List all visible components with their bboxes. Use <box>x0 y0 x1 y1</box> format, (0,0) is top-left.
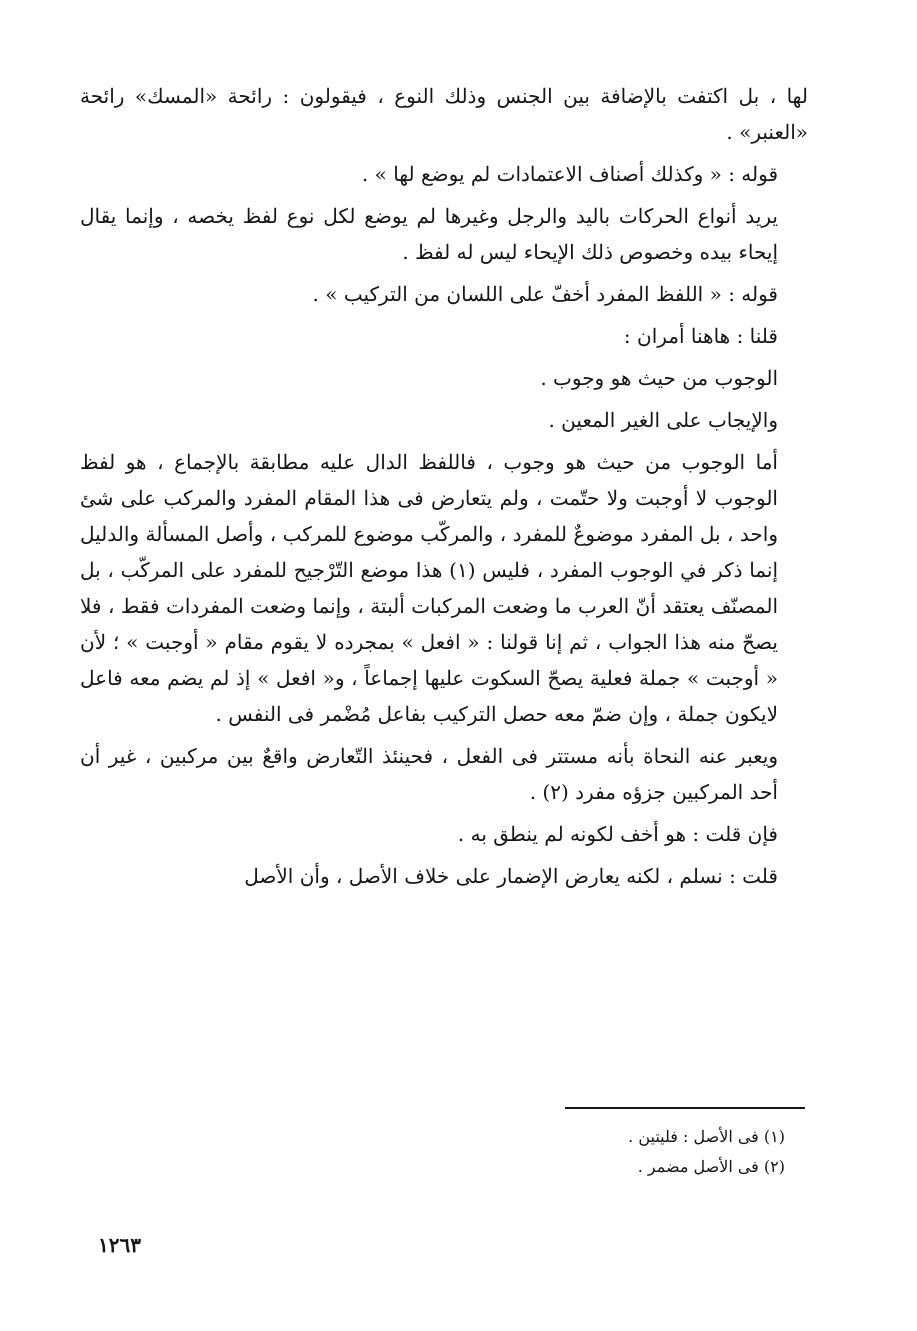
paragraph-3: يريد أنواع الحركات باليد والرجل وغيرها لم يوضع لكل نوع لفظ يخصه ، وإنما يقال إيحاء بيده وخصوص ذلك الإيحاء ليس له لفظ . <box>80 204 778 264</box>
paragraph-4: قوله : « اللفظ المفرد أخفّ على اللسان من التركيب » . <box>312 282 778 306</box>
footnote-divider <box>565 1107 805 1109</box>
paragraph-8: أما الوجوب من حيث هو وجوب ، فاللفظ الدال عليه مطابقة بالإجماع ، هو لفظ الوجوب لا أوجبت ولا حتّمت ، ولم يتعارض فى هذا المقام المفرد والمركب على شئ واحد ، بل المفرد موضوعٌ للمفرد ، والمركّب موضوع للمركب ، وأصل المسألة والدليل إنما ذكر في الوجوب المفرد ، فليس (١) هذا موضع التّرْجيح للمفرد على المركّب ، بل المصنّف يعتقد أنّ العرب ما وضعت المركبات ألبتة ، وإنما وضعت المفردات فقط ، فلا يصحّ منه هذا الجواب ، ثم إنا قولنا : « افعل » بمجرده لا يقوم مقام « أوجبت » ؛ لأن « أوجبت » جملة فعلية يصحّ السكوت عليها إجماعاً ، و« افعل » إذ لم يضم معه فاعل لايكون جملة ، وإن ضمّ معه حصل التركيب بفاعل مُضْمر فى النفس . <box>80 450 778 726</box>
paragraph-6: الوجوب من حيث هو وجوب . <box>540 366 778 390</box>
paragraph-11: قلت : نسلم ، لكنه يعارض الإضمار على خلاف الأصل ، وأن الأصل <box>244 864 778 888</box>
footnotes <box>400 1122 785 1182</box>
footnote-1: (١) فى الأصل : فليتين . <box>628 1127 785 1146</box>
body-text <box>80 78 808 900</box>
paragraph-1: لها ، بل اكتفت بالإضافة بين الجنس وذلك النوع ، فيقولون : رائحة «المسك» رائحة «العنبر» . <box>80 84 808 144</box>
paragraph-7: والإيجاب على الغير المعين . <box>548 408 778 432</box>
footnote-2: (٢) فى الأصل مضمر . <box>637 1157 785 1176</box>
page-number: ١٢٦٣ <box>98 1233 141 1257</box>
paragraph-2: قوله : « وكذلك أصناف الاعتمادات لم يوضع لها » . <box>361 162 778 186</box>
paragraph-10: فإن قلت : هو أخف لكونه لم ينطق به . <box>457 822 778 846</box>
paragraph-9: ويعبر عنه النحاة بأنه مستتر فى الفعل ، فحينئذ التّعارض واقعٌ بين مركبين ، غير أن أحد المركبين جزؤه مفرد (٢) . <box>80 744 778 804</box>
paragraph-5: قلنا : هاهنا أمران : <box>623 324 778 348</box>
